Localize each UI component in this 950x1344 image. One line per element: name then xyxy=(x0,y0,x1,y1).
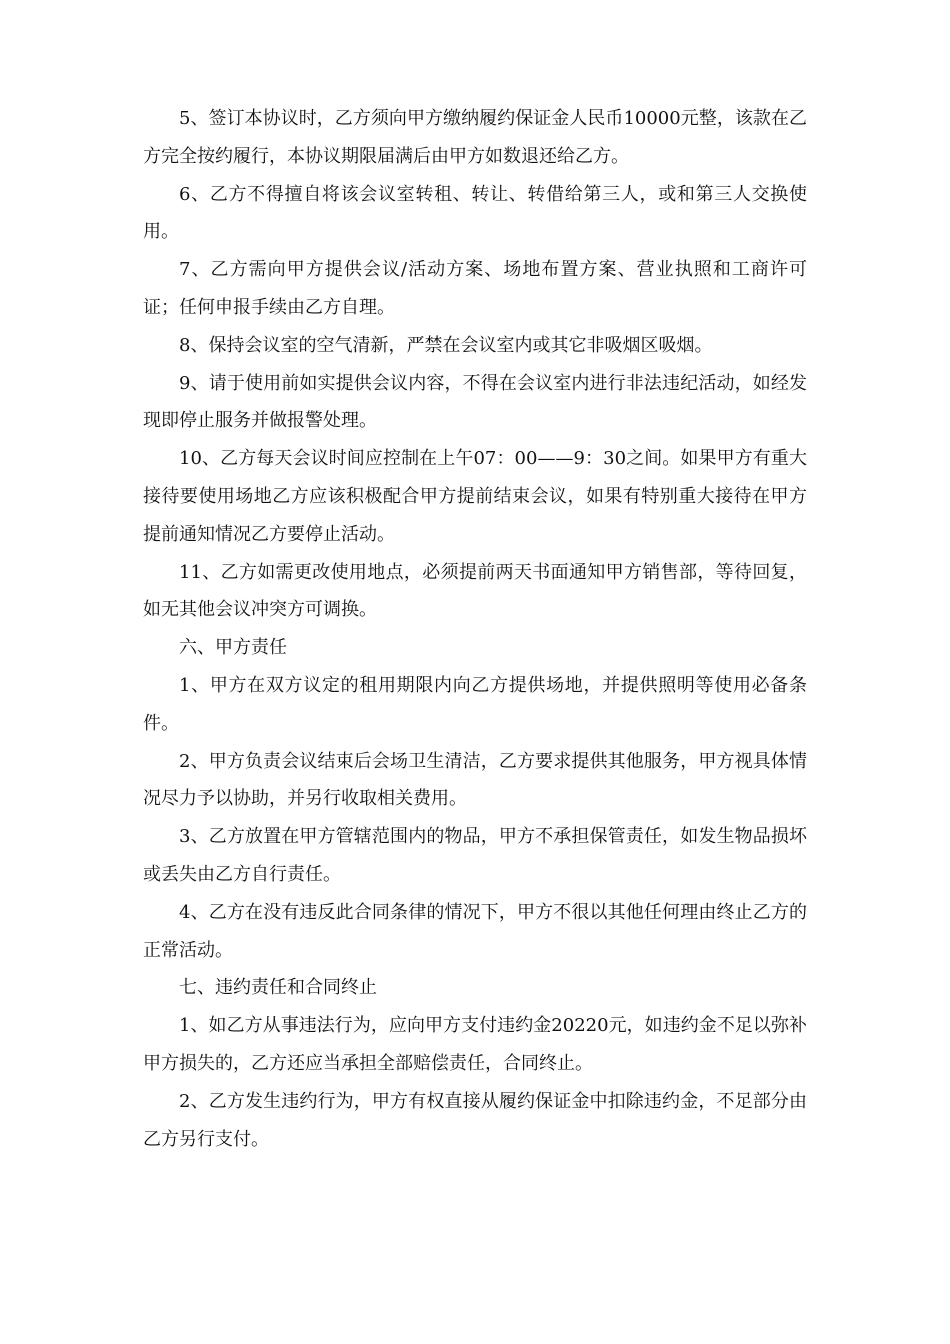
section-6-clause-1: 1、甲方在双方议定的租用期限内向乙方提供场地，并提供照明等使用必备条件。 xyxy=(143,674,807,734)
clause-9: 9、请于使用前如实提供会议内容，不得在会议室内进行非法违纪活动，如经发现即停止服务并做报警处理。 xyxy=(143,372,807,432)
section-6-heading: 六、甲方责任 xyxy=(179,637,287,659)
clause-7: 7、乙方需向甲方提供会议/活动方案、场地布置方案、营业执照和工商许可证；任何申报手续由乙方自理。 xyxy=(143,259,807,318)
clause-8: 8、保持会议室的空气清新，严禁在会议室内或其它非吸烟区吸烟。 xyxy=(179,334,713,356)
clause-5: 5、签订本协议时，乙方须向甲方缴纳履约保证金人民币10000元整，该款在乙方完全按约履行，本协议期限届满后由甲方如数退还给乙方。 xyxy=(143,108,807,167)
section-6-clause-2: 2、甲方负责会议结束后会场卫生清洁，乙方要求提供其他服务，甲方视具体情况尽力予以协助，并另行收取相关费用。 xyxy=(143,750,807,810)
section-6-clause-3: 3、乙方放置在甲方管辖范围内的物品，甲方不承担保管责任，如发生物品损坏或丢失由乙方自行责任。 xyxy=(143,826,807,885)
section-7-heading: 七、违约责任和合同终止 xyxy=(179,977,377,999)
clause-11: 11、乙方如需更改使用地点，必须提前两天书面通知甲方销售部，等待回复，如无其他会议冲突方可调换。 xyxy=(143,561,807,621)
document-body xyxy=(143,100,807,1158)
section-6-clause-4: 4、乙方在没有违反此合同条律的情况下，甲方不很以其他任何理由终止乙方的正常活动。 xyxy=(143,901,807,961)
section-7-clause-2: 2、乙方发生违约行为，甲方有权直接从履约保证金中扣除违约金，不足部分由乙方另行支付。 xyxy=(143,1090,807,1150)
clause-6: 6、乙方不得擅自将该会议室转租、转让、转借给第三人，或和第三人交换使用。 xyxy=(143,183,807,243)
clause-10: 10、乙方每天会议时间应控制在上午07：00——9：30之间。如果甲方有重大接待要使用场地乙方应该积极配合甲方提前结束会议，如果有特别重大接待在甲方提前通知情况乙方要停止活动。 xyxy=(143,448,807,545)
section-7-clause-1: 1、如乙方从事违法行为，应向甲方支付违约金20220元，如违约金不足以弥补甲方损失的，乙方还应当承担全部赔偿责任，合同终止。 xyxy=(143,1015,807,1074)
